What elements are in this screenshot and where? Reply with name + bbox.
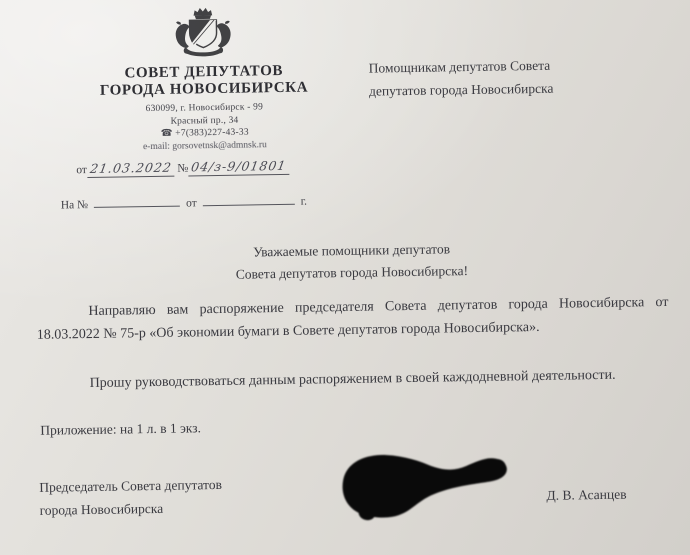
from-label: от (76, 164, 87, 177)
salutation-line2: Совета депутатов города Новосибирска! (235, 263, 469, 282)
handwritten-date: 21.03.2022 (88, 159, 173, 177)
signer-position (39, 473, 222, 522)
redacted-signature-blob (336, 443, 527, 530)
reply-date-blank (203, 193, 295, 206)
handwritten-number: 04/з-9/01801 (190, 157, 288, 175)
number-label: № (177, 162, 189, 175)
org-phone: ☎ +7(383)227-43-33 (160, 127, 249, 139)
body-paragraph-1: Направляю вам распоряжение председателя Совета депутатов города Новосибирска от 18.03.2022 № 75-р «Об экономии бумаги в Совете депутатов города Новосибирска». (36, 294, 669, 343)
reply-number-blank (94, 195, 180, 208)
addressee-line1: Помощникам депутатов Совета (368, 57, 551, 76)
attachment-note: Приложение: на 1 л. в 1 экз. (40, 420, 202, 438)
signer-name: Д. В. Асанцев (546, 486, 627, 503)
body-paragraph-2: Прошу руководствоваться данным распоряжением в своей каждодневной деятельности. (89, 367, 616, 392)
salutation (99, 236, 604, 288)
addressee-line2: депутатов города Новосибирска (368, 80, 554, 99)
outgoing-reference-line (76, 158, 289, 178)
signer-position-line1: Председатель Совета депутатов (39, 476, 223, 495)
reply-ot-label: от (185, 197, 197, 210)
org-address-line2: Красный пр., 34 (170, 115, 239, 127)
signer-position-line2: города Новосибирска (39, 500, 164, 518)
reply-g-label: г. (300, 195, 308, 208)
org-address-line1: 630099, г. Новосибирск - 99 (145, 102, 264, 115)
date-underline (87, 160, 175, 178)
salutation-line1: Уважаемые помощники депутатов (253, 241, 451, 260)
addressee-block (369, 52, 665, 103)
reply-na-label: На № (60, 199, 89, 212)
org-name-line2: ГОРОДА НОВОСИБИРСКА (99, 79, 309, 99)
org-name-line1: СОВЕТ ДЕПУТАТОВ (124, 62, 284, 82)
coat-of-arms-icon (168, 6, 239, 63)
number-underline (188, 158, 289, 177)
letterhead (48, 4, 360, 155)
org-email: e-mail: gorsovetnsk@admnsk.ru (142, 139, 267, 152)
reply-reference-line (61, 193, 307, 212)
